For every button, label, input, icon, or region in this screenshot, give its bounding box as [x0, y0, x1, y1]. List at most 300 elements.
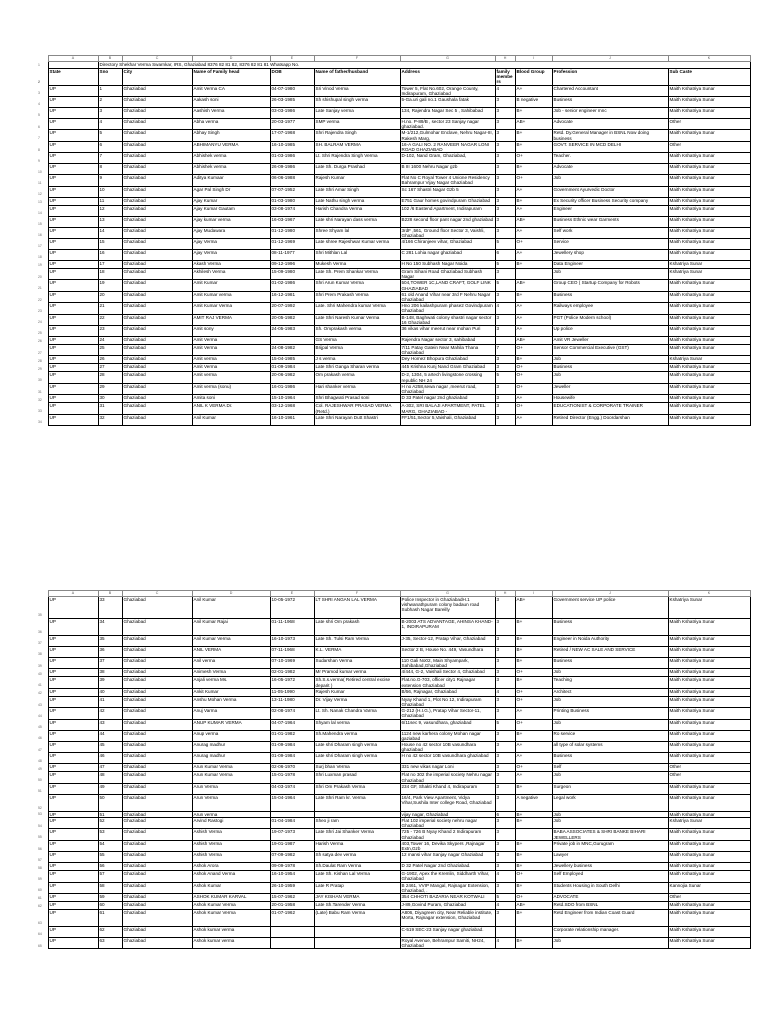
table-cell: 53 — [98, 829, 122, 840]
column-letter: A — [48, 591, 98, 597]
table-cell: B+ — [515, 291, 552, 302]
column-letter: K — [668, 56, 750, 62]
table-cell: Ghaziabad — [122, 337, 192, 345]
table-row — [38, 882, 750, 893]
table-cell: A-302, SRI BALAJI APARTMENT, PATEL MARG, GHAZIABAD - — [400, 403, 495, 414]
table-cell: Abhishek verma — [192, 153, 270, 164]
table-cell: 3 — [495, 658, 515, 669]
table-cell: B III 1600 Nehru Nagar gzb — [400, 164, 495, 175]
table-cell: 15-01-1978 — [270, 772, 314, 783]
table-cell: O+ — [515, 175, 552, 186]
table-cell: 15 — [98, 239, 122, 250]
table-cell: 01-03-1986 — [270, 153, 314, 164]
table-cell: Late Sh. Durga Prashad — [314, 164, 400, 175]
table-cell: Maith Kshatriya Sunar — [668, 108, 750, 119]
table-cell: Private job in MNC,Gurugram — [552, 840, 668, 851]
table-cell: Ghaziabad — [122, 383, 192, 394]
table-cell: Ghaziabad — [122, 291, 192, 302]
table-cell: 14 — [98, 227, 122, 238]
table-cell: Ghaziabad — [122, 280, 192, 291]
table-cell: Flat 102 imperial society nehru nagar Ghaziabad — [400, 818, 495, 829]
table-cell: Maith Kshatriya Sunar — [668, 372, 750, 383]
table-cell: House no 42 sector 10B vasundhara ghaziabad — [400, 742, 495, 753]
column-letter: C — [122, 56, 192, 62]
table-row — [38, 696, 750, 707]
table-cell: Tower 5, Flat No.602, Orange County, Indirapuram, Ghaziabad — [400, 85, 495, 96]
table-cell: B+ — [515, 938, 552, 949]
table-cell: Kshatriya Sunar — [668, 818, 750, 829]
table-cell: 44 — [98, 730, 122, 741]
table-cell: UP — [48, 85, 98, 96]
row-number: 64 — [38, 932, 42, 937]
table-cell: 445 Krishna Kunj Nand Gram Ghaziabad — [400, 364, 495, 372]
table-cell: Teaching — [552, 677, 668, 688]
table-cell: Maith Kshatriya Sunar — [668, 280, 750, 291]
row-number: 30 — [38, 378, 42, 383]
table-cell: O+ — [515, 372, 552, 383]
table-cell: Business — [552, 658, 668, 669]
table-cell: Ghaziabad — [122, 250, 192, 261]
table-cell: Ghaziabad — [122, 356, 192, 364]
row-number: 56 — [38, 846, 42, 851]
table-cell: 01-09-1984 — [270, 742, 314, 753]
table-cell: 49 — [98, 783, 122, 794]
table-row — [38, 345, 750, 356]
table-cell: Aashish Verma — [192, 108, 270, 119]
table-row — [38, 636, 750, 647]
table-row — [38, 840, 750, 851]
table-cell: Nyay Khand 1, Plot No 12, Indirapuram Ghaziabad — [400, 696, 495, 707]
table-cell: Maith Kshatriya Sunar — [668, 239, 750, 250]
table-cell: 26-03-1985 — [270, 97, 314, 108]
table-cell: 24 — [98, 337, 122, 345]
table-cell: Ghaziabad — [122, 938, 192, 949]
column-letter: E — [270, 591, 314, 597]
table-cell: Ghaziabad — [122, 772, 192, 783]
table-cell: 3 — [495, 395, 515, 403]
table-cell: Maith Kshatriya Sunar — [668, 910, 750, 927]
table-cell: Self work — [552, 227, 668, 238]
table-cell: Ashish Verma — [192, 840, 270, 851]
table-cell: Lawyer — [552, 852, 668, 863]
table-cell: 11-05-1990 — [270, 688, 314, 696]
table-cell: 26-10-1959 — [270, 882, 314, 893]
row-number: 33 — [38, 409, 42, 413]
table-cell: 5 — [495, 239, 515, 250]
table-cell: Col. RAJESHWAR PRASAD VERMA (Retd.) — [314, 403, 400, 414]
table-cell: Other — [668, 141, 750, 152]
table-cell: UP — [48, 840, 98, 851]
table-cell: Mr Pramod kumar verma — [314, 669, 400, 677]
table-cell: Ghaziabad — [122, 130, 192, 141]
page-gap — [0, 535, 768, 590]
table-cell: 4 — [98, 119, 122, 130]
row-number: 45 — [38, 724, 42, 729]
row-number: 35 — [38, 613, 42, 618]
table-cell: B/56, Rajnagar, Ghaziabad — [400, 688, 495, 696]
table-cell: Ashok Kumar — [192, 882, 270, 893]
table-cell: UP — [48, 764, 98, 772]
table-cell: A negative — [515, 794, 552, 811]
table-cell: 331 new vikas nagar Loni — [400, 764, 495, 772]
table-cell: UP — [48, 414, 98, 425]
table-row — [38, 326, 750, 337]
table-cell: UP — [48, 216, 98, 227]
table-cell: Maith Kshatriya Sunar — [668, 291, 750, 302]
table-cell: Late Shri Ganga Sharan verma — [314, 364, 400, 372]
table-cell: 16/4, Park View Apartment, Vidya Vihar,Sushila Inter college Road, Ghaziabad — [400, 794, 495, 811]
table-cell: 29 — [98, 383, 122, 394]
table-cell: B+ — [515, 141, 552, 152]
table-row — [38, 829, 750, 840]
row-number: 13 — [38, 199, 42, 204]
table-cell: ASHOK KUMAR KARVAL — [192, 894, 270, 902]
table-cell: 2 — [98, 97, 122, 108]
table-cell: Sh shishupal singh verma — [314, 97, 400, 108]
table-cell: Ghaziabad — [122, 688, 192, 696]
table-cell: 3 — [495, 269, 515, 280]
table-cell: 17-07-1968 — [270, 130, 314, 141]
table-cell: 12 mansi vihar Sanjay nagar Ghaziabad — [400, 852, 495, 863]
row-number: 26 — [38, 339, 42, 344]
table-cell: UP — [48, 597, 98, 619]
table-cell: Rajesh Kumar — [314, 688, 400, 696]
table-cell: 13 — [98, 216, 122, 227]
table-cell: 725 - 726 B Nyay Khand 2 Indirapuram Ghaziabad — [400, 829, 495, 840]
table-cell: Job — [552, 175, 668, 186]
table-cell: C 281 Lohia nagar ghaziabad — [400, 250, 495, 261]
table-cell: Aakash soni — [192, 97, 270, 108]
table-cell: Sector 2 B, House No. 449, Vasundhara — [400, 647, 495, 658]
table-cell: O+ — [515, 764, 552, 772]
table-cell: 02-06-1970 — [270, 764, 314, 772]
table-cell: 7/11 Patay Gatein Near Mahila Thana Ghaziabad — [400, 345, 495, 356]
table-cell: UP — [48, 818, 98, 829]
row-number: 54 — [38, 823, 42, 828]
table-cell: UP — [48, 829, 98, 840]
table-cell: Job — [552, 938, 668, 949]
row-number: 63 — [38, 921, 42, 926]
table-cell: A+ — [515, 772, 552, 783]
table-cell: Maith Kshatriya Sunar — [668, 719, 750, 730]
table-cell: Amit verma — [192, 356, 270, 364]
table-cell: O+ — [515, 669, 552, 677]
table-cell: 3 — [495, 403, 515, 414]
table-cell: 3 — [495, 153, 515, 164]
table-cell: Hari shanker verma — [314, 383, 400, 394]
table-row — [38, 708, 750, 719]
table-cell: Kannojia Sunar — [668, 882, 750, 893]
column-letter: F — [314, 591, 400, 597]
table-cell: Late shri Dharam singh verma — [314, 742, 400, 753]
column-letter: J — [552, 591, 668, 597]
table-cell: E751 Gaur homes govindpuram Ghaziabad — [400, 197, 495, 205]
table-cell: Late Nathu singh verma — [314, 197, 400, 205]
table-cell: Gram Sihani Road Ghaziabad Subhash Nagar — [400, 269, 495, 280]
column-header: Name of Family head — [192, 69, 270, 86]
directory-table-page-2 — [38, 590, 751, 949]
table-cell: Students Housing in South Delhi — [552, 882, 668, 893]
table-cell: UP — [48, 783, 98, 794]
table-cell: Maith Kshatriya Sunar — [668, 175, 750, 186]
table-cell: Ankit Kumar — [192, 688, 270, 696]
table-cell: Maith Kshatriya Sunar — [668, 250, 750, 261]
table-cell: Ajay Mudawara — [192, 227, 270, 238]
table-cell: Sheo ji ram — [314, 818, 400, 829]
header-row — [38, 69, 750, 86]
table-cell: 3 — [495, 326, 515, 337]
table-cell: Animesh Verma — [192, 669, 270, 677]
row-number: 15 — [38, 221, 42, 226]
table-cell: 01-12-1980 — [270, 227, 314, 238]
table-cell: Anil verma — [192, 658, 270, 669]
column-letter: D — [192, 56, 270, 62]
table-cell: M-1/212,Gulmohar Enclave, Nehru Nagar-III, Rakesh Marg, — [400, 130, 495, 141]
table-cell: 6 — [495, 811, 515, 817]
table-cell: UP — [48, 395, 98, 403]
table-cell: 4/444, G-2, Vaishali Sector 4, Ghaziabad — [400, 669, 495, 677]
table-cell: 01-03-1980 — [270, 197, 314, 205]
table-cell: J-35, Sector-12, Pratap Vihar, Ghaziabad — [400, 636, 495, 647]
table-cell: Ghaziabad — [122, 227, 192, 238]
table-cell: vijay nagar, Ghaziabad — [400, 811, 495, 817]
table-cell: O+ — [515, 383, 552, 394]
table-cell: UP — [48, 186, 98, 197]
table-cell: O+ — [515, 364, 552, 372]
table-cell: 39 — [98, 677, 122, 688]
table-cell: 15-09-1980 — [270, 269, 314, 280]
row-number: 3 — [38, 91, 40, 96]
row-number: 32 — [38, 397, 42, 402]
table-cell — [515, 829, 552, 840]
column-letter: I — [515, 56, 552, 62]
table-cell: 3 — [495, 863, 515, 871]
row-number: 55 — [38, 835, 42, 840]
row-number: 37 — [38, 641, 42, 646]
table-cell: A+ — [515, 227, 552, 238]
table-cell: UP — [48, 811, 98, 817]
row-number: 34 — [38, 420, 42, 424]
table-cell: B+ — [515, 910, 552, 927]
row-number: 62 — [38, 904, 42, 909]
table-row — [38, 216, 750, 227]
table-cell: Ghaziabad — [122, 619, 192, 636]
table-cell: Late Sh. Kishan Lal Verma — [314, 871, 400, 882]
table-cell: H no A258,sewa nagar ,meerut road, Ghaziabad — [400, 383, 495, 394]
table-cell: AB+ — [515, 216, 552, 227]
table-cell: Sri Vinod Verma — [314, 85, 400, 96]
table-row — [38, 383, 750, 394]
table-cell: 32 — [98, 414, 122, 425]
table-cell: UP — [48, 708, 98, 719]
row-number: 49 — [38, 766, 42, 771]
table-cell: 20-03-1977 — [270, 119, 314, 130]
table-row — [38, 164, 750, 175]
table-cell: UP — [48, 239, 98, 250]
table-cell: 42 — [98, 708, 122, 719]
table-row — [38, 894, 750, 902]
row-number: 24 — [38, 320, 42, 325]
table-cell: UP — [48, 153, 98, 164]
table-cell: 3 — [495, 383, 515, 394]
table-cell: Ghaziabad — [122, 153, 192, 164]
table-row — [38, 647, 750, 658]
table-cell: Business — [552, 753, 668, 764]
table-row — [38, 119, 750, 130]
table-cell: Maith Kshatriya Sunar — [668, 216, 750, 227]
table-cell: Advocate — [552, 119, 668, 130]
row-number: 14 — [38, 210, 42, 215]
table-cell: 4 — [495, 688, 515, 696]
table-cell: UP — [48, 894, 98, 902]
table-cell: Maith Kshatriya Sunar — [668, 658, 750, 669]
table-cell: 06-06-1988 — [270, 175, 314, 186]
table-cell: Maith Kshatriya Sunar — [668, 742, 750, 753]
table-cell: 07-10-1969 — [270, 658, 314, 669]
table-cell: 6 — [495, 250, 515, 261]
table-cell: Mukesh Verma — [314, 261, 400, 269]
table-cell: Amita soni — [192, 395, 270, 403]
row-number: 23 — [38, 308, 42, 313]
table-cell: Maith Kshatriya Sunar — [668, 811, 750, 817]
column-header: Address — [400, 69, 495, 86]
table-cell: 01-09-1984 — [270, 364, 314, 372]
table-cell: Group CEO ( Startup Company for Robots — [552, 280, 668, 291]
table-cell: UP — [48, 175, 98, 186]
column-header: State — [48, 69, 98, 86]
table-cell: 63 — [98, 938, 122, 949]
table-cell: Amit verma — [192, 372, 270, 383]
table-cell: Business Ethnic wear Garments — [552, 216, 668, 227]
table-cell: Ghaziabad — [122, 269, 192, 280]
table-cell: Ghaziabad — [122, 108, 192, 119]
table-cell: 3 — [495, 216, 515, 227]
table-row — [38, 818, 750, 829]
column-header: Profession — [552, 69, 668, 86]
row-number: 2 — [38, 79, 40, 84]
column-letter: H — [495, 591, 515, 597]
table-cell: Kshatriya Sunar — [668, 597, 750, 619]
table-cell: Late Shri Jai Shanker Verma — [314, 829, 400, 840]
table-cell: 9 — [98, 175, 122, 186]
table-cell: GOVT. SERVICE IN MCD DELHI — [552, 141, 668, 152]
table-cell: Amit Verma — [192, 345, 270, 356]
table-row — [38, 227, 750, 238]
table-cell: Self — [552, 764, 668, 772]
table-cell: 38 — [98, 669, 122, 677]
table-cell: 16-10-1954 — [270, 871, 314, 882]
row-number: 48 — [38, 758, 42, 763]
table-cell: 3 — [495, 197, 515, 205]
table-row — [38, 730, 750, 741]
table-cell: Ashok kumar verma — [192, 938, 270, 949]
table-cell: Sc 167 Shastri Nagar Gzb 5 — [400, 186, 495, 197]
table-cell: Ghaziabad — [122, 636, 192, 647]
row-number: 58 — [38, 865, 42, 870]
table-cell: B-2003 ATS ADVANTAGE, AHINSA KHAND-1, INDIRAPURAM — [400, 619, 495, 636]
table-cell: Ghaziabad — [122, 902, 192, 910]
table-cell: Maith Kshatriya Sunar — [668, 205, 750, 216]
table-cell: AB+ — [515, 119, 552, 130]
table-cell: Maith Kshatriya Sunar — [668, 927, 750, 938]
table-cell: Railways employee — [552, 303, 668, 314]
column-header: family members — [495, 69, 515, 86]
table-cell: SMP verma — [314, 119, 400, 130]
table-cell: A+ — [515, 186, 552, 197]
table-row — [38, 141, 750, 152]
table-cell: 3 — [495, 227, 515, 238]
table-cell: UP — [48, 372, 98, 383]
table-cell: Advocate — [552, 164, 668, 175]
row-number: 51 — [38, 789, 42, 794]
table-cell: Late shree Rajeshwar Kumar verma — [314, 239, 400, 250]
table-row — [38, 395, 750, 403]
table-cell: BABA ASSOCIATES & SHRI BANKE BIHARI JEWELLERS — [552, 829, 668, 840]
table-cell — [270, 927, 314, 938]
table-cell: 08-11-1977 — [270, 250, 314, 261]
table-cell: 102 /6 Eastend Apartment, Indirapuram — [400, 205, 495, 216]
table-cell: Late Sh. Prem Shankar Verma — [314, 269, 400, 280]
table-cell: Late shri Dharam singh verma — [314, 753, 400, 764]
table-cell: 134, Rajendra Nagar Sec 5 , Sahibabad — [400, 108, 495, 119]
table-cell: 4 — [495, 871, 515, 882]
table-cell: Kshatriya Sunar — [668, 261, 750, 269]
table-cell: Corporate relationship manager. — [552, 927, 668, 938]
table-cell: Job — [552, 811, 668, 817]
table-cell: Amit sony — [192, 326, 270, 337]
table-cell: Jewellery business — [552, 863, 668, 871]
table-cell — [314, 938, 400, 949]
table-cell: Ashish Verma — [192, 852, 270, 863]
row-number: 47 — [38, 747, 42, 752]
column-letter: F — [314, 56, 400, 62]
table-cell: 3 — [495, 742, 515, 753]
table-cell: 01-04-1984 — [270, 818, 314, 829]
table-cell: 3 — [495, 730, 515, 741]
table-cell: 41 — [98, 696, 122, 707]
table-cell: Printing Business — [552, 708, 668, 719]
table-cell: Kshatriya Sunar — [668, 356, 750, 364]
table-cell: Ghaziabad — [122, 175, 192, 186]
table-cell: Maith Kshatriya Sunar — [668, 383, 750, 394]
table-cell: 23 — [98, 326, 122, 337]
table-cell: Other — [668, 764, 750, 772]
table-row — [38, 108, 750, 119]
table-cell: UP — [48, 753, 98, 764]
table-cell: Abha verma — [192, 119, 270, 130]
table-cell: AB+ — [515, 280, 552, 291]
table-cell: 18 — [98, 269, 122, 280]
table-cell: 01-01-1982 — [270, 730, 314, 741]
table-cell: Ajay Verma — [192, 239, 270, 250]
table-row — [38, 85, 750, 96]
table-cell: Arun Verma — [192, 783, 270, 794]
directory-title: Directory Shekhar Verma Swarnkar, IRS, Ghaziabad 8376 82 81 82, 8376 82 81 81 Whatsapp No. — [98, 62, 750, 69]
table-cell: Sh satya dev verma — [314, 852, 400, 863]
table-cell: Flat no 302 the imperial society Nehru nagar Ghaziabad — [400, 772, 495, 783]
table-cell: 04-07-1964 — [270, 719, 314, 730]
table-cell: UP — [48, 882, 98, 893]
row-number: 27 — [38, 350, 42, 355]
row-number: 10 — [38, 169, 42, 174]
table-cell: Maith Kshatriya Sunar — [668, 337, 750, 345]
table-cell: 3 — [495, 764, 515, 772]
table-cell: 36 vikas vihar meerut near mohan Puri — [400, 326, 495, 337]
table-cell: B+ — [515, 356, 552, 364]
table-cell: Ajay kumar verma — [192, 216, 270, 227]
table-cell: 5 — [495, 719, 515, 730]
table-cell: B+ — [515, 818, 552, 829]
